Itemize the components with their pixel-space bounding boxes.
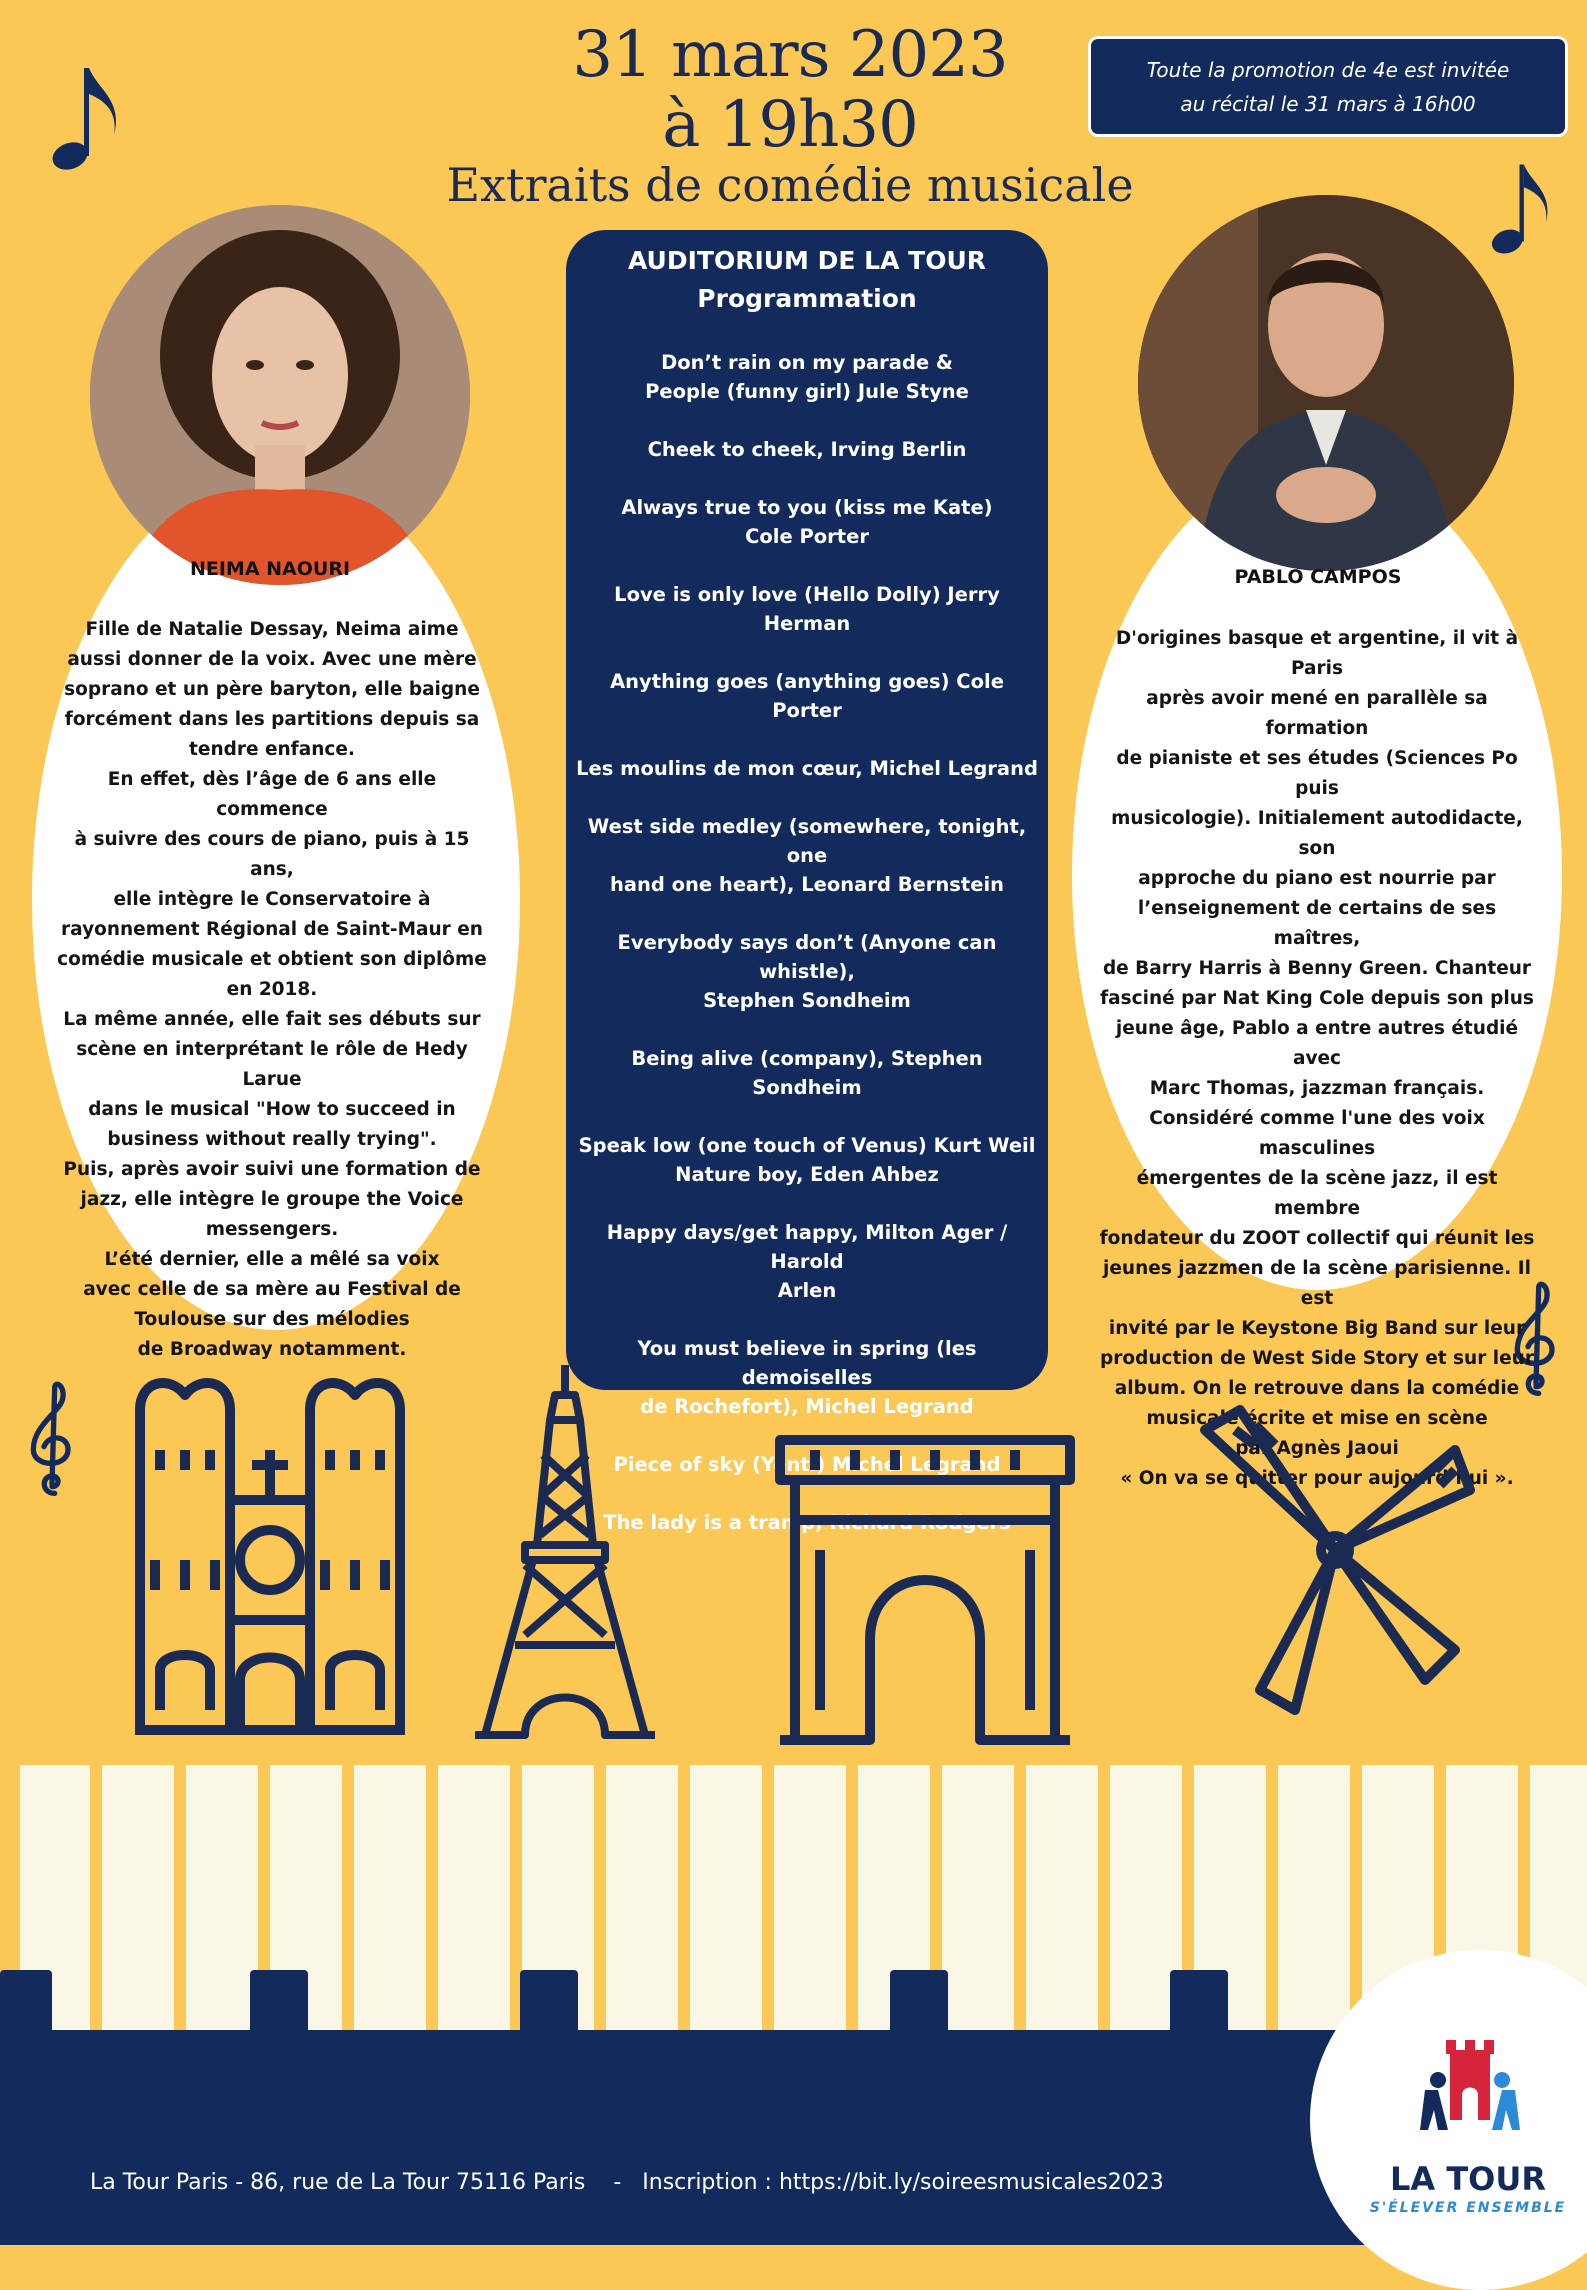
bio-line: de Barry Harris à Benny Green. Chanteur (1102, 958, 1532, 979)
bio-line: musicale écrite et mise en scène (1146, 1408, 1488, 1429)
program-item-line: The lady is a tramp, Richard Rodgers (603, 1511, 1011, 1534)
promo-notice (1088, 36, 1568, 137)
event-subtitle: Extraits de comédie musicale (446, 158, 1134, 212)
arc-de-triomphe-icon (775, 1430, 1075, 1750)
bio-line: musicologie). Initialement autodidacte, son (1111, 808, 1523, 859)
program-item-line: Les moulins de mon cœur, Michel Legrand (576, 757, 1038, 780)
program-item-line: Cheek to cheek, Irving Berlin (647, 438, 967, 461)
windmill-icon (1185, 1390, 1485, 1730)
bio-line: émergentes de la scène jazz, il est membre (1136, 1168, 1498, 1219)
bio-line: tendre enfance. (189, 739, 355, 760)
bio-line: de pianiste et ses études (Sciences Po puis (1116, 748, 1518, 799)
bio-line: rayonnement Régional de Saint-Maur en (61, 919, 483, 940)
piano-white-key (774, 1765, 846, 2035)
bio-line: forcément dans les partitions depuis sa (64, 709, 480, 730)
piano-black-key (1170, 1970, 1228, 2040)
bio-line: Toulouse sur des mélodies (134, 1309, 410, 1330)
program-item-line: Being alive (company), Stephen Sondheim (631, 1047, 983, 1099)
piano-black-key (250, 1970, 308, 2040)
artist-photo-neima (90, 205, 470, 585)
piano-white-key (354, 1765, 426, 2035)
program-item-line: Love is only love (Hello Dolly) Jerry Herman (614, 583, 1000, 635)
piano-black-key (520, 1970, 578, 2040)
artist-name: PABLO CAMPOS (1234, 566, 1402, 588)
program-item (574, 928, 1040, 1015)
program-item-line: Stephen Sondheim (703, 989, 911, 1012)
program-item-line: Happy days/get happy, Milton Ager / Harold (606, 1221, 1008, 1273)
bio-line: album. On le retrouve dans la comédie (1114, 1378, 1520, 1399)
program-item (574, 754, 1040, 783)
program-item (574, 1044, 1040, 1102)
eighth-note-icon (1488, 150, 1558, 270)
piano-black-key (890, 1970, 948, 2040)
bio-line: scène en interprétant le rôle de Hedy Larue (76, 1039, 468, 1090)
program-heading: Programmation (697, 284, 917, 313)
piano-white-key (1278, 1765, 1350, 2035)
bio-line: fondateur du ZOOT collectif qui réunit les (1099, 1228, 1535, 1249)
piano-white-key (438, 1765, 510, 2035)
promo-line: au récital le 31 mars à 16h00 (1180, 91, 1476, 116)
program-item (574, 580, 1040, 638)
venue-name: AUDITORIUM DE LA TOUR (627, 246, 987, 275)
bio-line: jeunes jazzmen de la scène parisienne. Il est (1103, 1258, 1531, 1309)
program-title (566, 242, 1048, 318)
piano-white-key (1026, 1765, 1098, 2035)
program-item-line: Anything goes (anything goes) Cole Porter (610, 670, 1004, 722)
bio-line: La même année, elle fait ses débuts sur (63, 1009, 481, 1030)
bio-line: Marc Thomas, jazzman français. (1149, 1078, 1485, 1099)
bio-line: business without really trying". (107, 1129, 437, 1150)
program-item-line: You must believe in spring (les demoiselles (637, 1337, 977, 1389)
bio-line: à suivre des cours de piano, puis à 15 ans, (74, 829, 470, 880)
program-item-line: Arlen (777, 1279, 837, 1302)
bio-line: production de West Side Story et sur leur (1100, 1348, 1534, 1369)
program-item-line: Everybody says don’t (Anyone can whistle), (617, 931, 997, 983)
program-list (566, 348, 1048, 1537)
logo-tagline: S'ÉLEVER ENSEMBLE (1369, 2200, 1567, 2216)
bio-line: elle intègre le Conservatoire à (113, 889, 431, 910)
program-item-line: Cole Porter (745, 525, 869, 548)
notre-dame-icon (130, 1370, 410, 1740)
treble-clef-icon (24, 1380, 80, 1500)
bio-line: invité par le Keystone Big Band sur leur (1108, 1318, 1526, 1339)
program-item-line: Speak low (one touch of Venus) Kurt Weil (578, 1134, 1036, 1157)
piano-white-key (102, 1765, 174, 2035)
footer-address: La Tour Paris - 86, rue de La Tour 75116 Paris - Inscription : https://bit.ly/soireesmusicales2023 (90, 2170, 1164, 2195)
piano-white-key (606, 1765, 678, 2035)
bio-line: L’été dernier, elle a mêlé sa voix (104, 1249, 440, 1270)
bio-line: en 2018. (226, 979, 318, 1000)
piano-white-key (942, 1765, 1014, 2035)
bio-line: après avoir mené en parallèle sa formation (1146, 688, 1488, 739)
bio-line: de Broadway notamment. (137, 1339, 407, 1360)
artist-bio-left (52, 615, 492, 1365)
bio-line: avec celle de sa mère au Festival de (83, 1279, 461, 1300)
program-item (574, 1131, 1040, 1189)
bio-line: jeune âge, Pablo a entre autres étudié avec (1115, 1018, 1519, 1069)
bio-line: « On va se quitter pour aujourd’hui ». (1120, 1468, 1514, 1489)
logo-name: LA TOUR (1390, 2160, 1546, 2198)
program-item-line: de Rochefort), Michel Legrand (640, 1395, 974, 1418)
program-item-line: Always true to you (kiss me Kate) (621, 496, 993, 519)
bio-line: approche du piano est nourrie par (1138, 868, 1496, 889)
bio-line: dans le musical "How to succeed in (88, 1099, 456, 1120)
bio-line: fasciné par Nat King Cole depuis son plus (1100, 988, 1534, 1009)
artist-name: NEIMA NAOURI (189, 558, 351, 580)
bio-line: comédie musicale et obtient son diplôme (57, 949, 487, 970)
artist-bio-right (1094, 624, 1540, 1494)
program-item-line: hand one heart), Leonard Bernstein (609, 873, 1005, 896)
piano-white-key (690, 1765, 762, 2035)
bio-line: par Agnès Jaoui (1235, 1438, 1399, 1459)
program-item (574, 348, 1040, 406)
eiffel-tower-icon (465, 1365, 665, 1750)
promo-line: Toute la promotion de 4e est invitée (1146, 57, 1510, 82)
eighth-note-icon (48, 60, 128, 180)
bio-line: Fille de Natalie Dessay, Neima aime (85, 619, 459, 640)
program-item-line: People (funny girl) Jule Styne (645, 380, 969, 403)
event-date: 31 mars 2023 (572, 18, 1008, 92)
bio-line: messengers. (205, 1219, 339, 1240)
bio-line: Puis, après avoir suivi une formation de (63, 1159, 481, 1180)
program-item (574, 493, 1040, 551)
bio-line: soprano et un père baryton, elle baigne (64, 679, 480, 700)
piano-black-key (0, 1970, 52, 2040)
bio-line: Considéré comme l'une des voix masculines (1149, 1108, 1485, 1159)
program-panel (566, 230, 1048, 1534)
program-item (574, 812, 1040, 899)
la-tour-logo-icon (1420, 2030, 1520, 2150)
program-item-line: West side medley (somewhere, tonight, one (587, 815, 1027, 867)
event-time: à 19h30 (662, 88, 918, 162)
bio-line: En effet, dès l’âge de 6 ans elle commence (107, 769, 437, 820)
program-item (574, 667, 1040, 725)
program-item (574, 435, 1040, 464)
bio-line: aussi donner de la voix. Avec une mère (67, 649, 477, 670)
program-item-line: Nature boy, Eden Ahbez (675, 1163, 939, 1186)
artist-photo-pablo (1138, 195, 1514, 571)
bio-line: D'origines basque et argentine, il vit à Paris (1115, 628, 1519, 679)
piano-white-key (186, 1765, 258, 2035)
program-item-line: Piece of sky (Yentl) Michel Legrand (613, 1453, 1001, 1476)
program-item (574, 1218, 1040, 1305)
bio-line: l’enseignement de certains de ses maîtres, (1137, 898, 1497, 949)
bio-line: jazz, elle intègre le groupe the Voice (80, 1189, 464, 1210)
program-item-line: Don’t rain on my parade & (661, 351, 953, 374)
